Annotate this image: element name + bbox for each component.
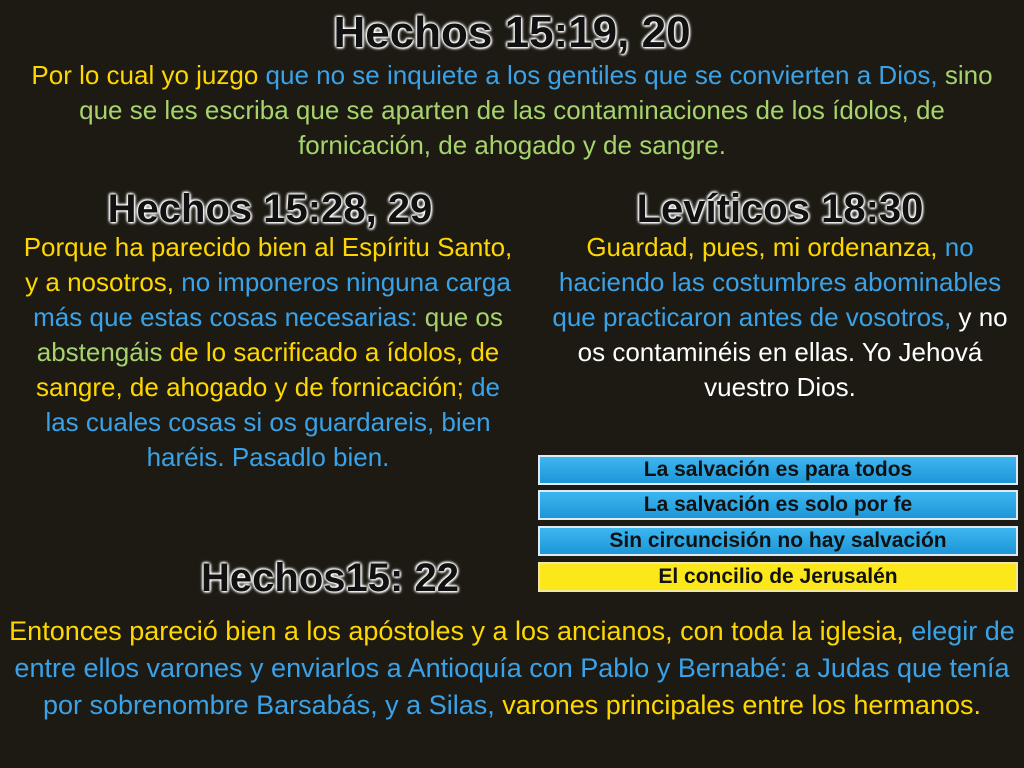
title-hechos-15-28-29: Hechos 15:28, 29 bbox=[107, 187, 433, 231]
title-hechos-15-19-20: Hechos 15:19, 20 bbox=[333, 8, 691, 57]
button-salvacion-solo-por-fe[interactable]: La salvación es solo por fe bbox=[538, 490, 1018, 520]
verse-part: varones principales entre los hermanos. bbox=[494, 690, 981, 720]
title-leviticos-18-30: Levíticos 18:30 bbox=[636, 187, 924, 231]
verse-part: y no os contaminéis en ellas. Yo Jehová vuestro Dios. bbox=[577, 302, 1008, 402]
verse-part: Entonces pareció bien a los apóstoles y a los ancianos, con toda la iglesia, bbox=[9, 616, 904, 646]
verse-hechos-15-19-20 bbox=[20, 58, 1004, 163]
verse-part: Porque ha parecido bien al Espíritu Santo, y a nosotros, bbox=[23, 232, 513, 297]
verse-part: Por lo cual yo juzgo bbox=[31, 60, 266, 90]
verse-part: elegir de entre ellos varones y enviarlos a Antioquía con Pablo y Bernabé: a Judas que tenía por sobrenombre Barsabás, y a Silas, bbox=[14, 616, 1015, 720]
button-salvacion-para-todos[interactable]: La salvación es para todos bbox=[538, 455, 1018, 485]
verse-part: no haciendo las costumbres abominables que practicaron antes de vosotros, bbox=[552, 232, 1002, 332]
button-concilio-jerusalen[interactable]: El concilio de Jerusalén bbox=[538, 562, 1018, 592]
button-sin-circuncision[interactable]: Sin circuncisión no hay salvación bbox=[538, 526, 1018, 556]
verse-hechos-15-28-29 bbox=[18, 230, 518, 475]
verse-part: no imponeros ninguna carga más que estas cosas necesarias: bbox=[33, 267, 511, 332]
verse-part: que no se inquiete a los gentiles que se convierten a Dios, bbox=[265, 60, 938, 90]
verse-part: de las cuales cosas si os guardareis, bien haréis. Pasadlo bien. bbox=[45, 372, 500, 472]
verse-hechos-15-22 bbox=[8, 613, 1016, 724]
verse-leviticos-18-30 bbox=[540, 230, 1020, 405]
verse-part: Guardad, pues, mi ordenanza, bbox=[586, 232, 938, 262]
verse-part: de lo sacrificado a ídolos, de sangre, de ahogado y de fornicación; bbox=[35, 337, 500, 402]
title-hechos-15-22: Hechos15: 22 bbox=[201, 556, 459, 600]
verse-part: que os abstengáis bbox=[36, 302, 503, 367]
verse-part: sino que se les escriba que se aparten de las contaminaciones de los ídolos, de fornicación, de ahogado y de sangre. bbox=[79, 60, 993, 160]
